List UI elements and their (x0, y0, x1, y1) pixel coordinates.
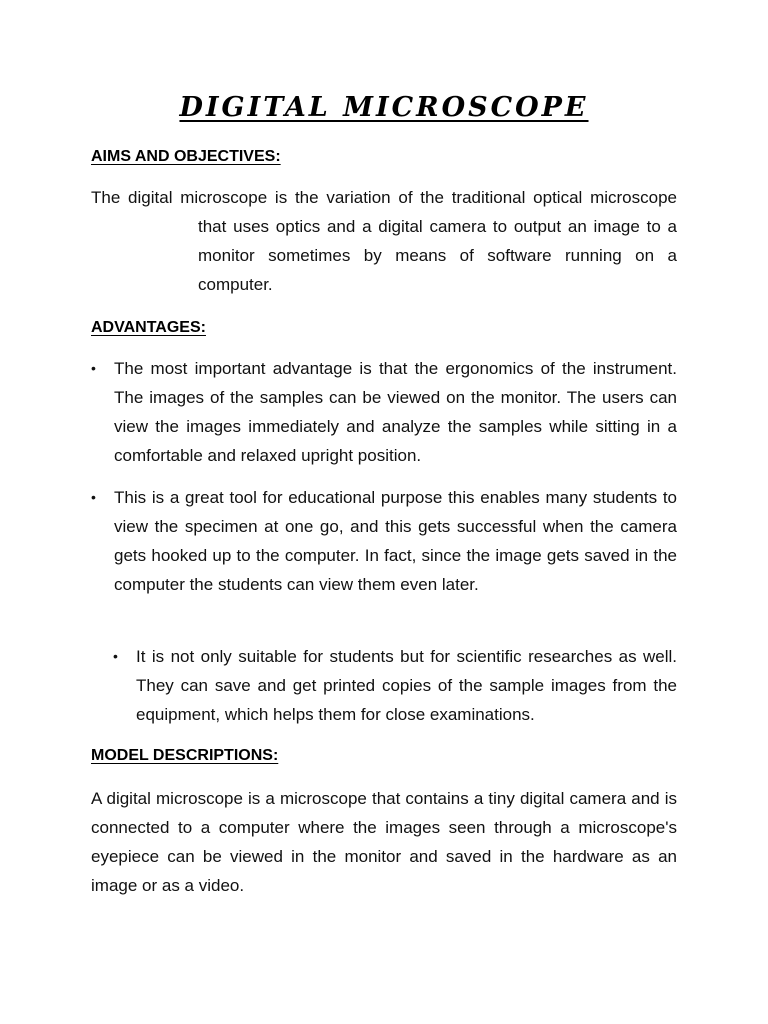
bullet-icon: • (91, 360, 96, 376)
aims-paragraph: The digital microscope is the variation of the traditional optical microscope that uses optics and a digital camera to output an image to a monitor sometimes by means of software running on a computer. (91, 188, 677, 294)
model-heading: MODEL DESCRIPTIONS: (91, 747, 279, 764)
aims-heading: AIMS AND OBJECTIVES: (91, 148, 281, 165)
bullet-icon: • (113, 648, 118, 664)
advantage-text: The most important advantage is that the ergonomics of the instrument. The images of the samples can be viewed on the monitor. The users can view the images immediately and analyze the samples while sitting in a comfortable and relaxed upright position. (114, 359, 677, 465)
advantage-sub-item (113, 642, 677, 729)
advantage-sub-text: It is not only suitable for students but for scientific researches as well. They can save and get printed copies of the sample images from the equipment, which helps them for close examinations. (136, 647, 677, 724)
bullet-icon: • (91, 489, 96, 505)
document-title: DIGITAL MICROSCOPE (179, 92, 589, 123)
advantage-item (91, 354, 677, 470)
advantage-item (91, 483, 677, 599)
advantage-text: This is a great tool for educational purpose this enables many students to view the specimen at one go, and this gets successful when the camera gets hooked up to the computer. In fact, since the image gets saved in the computer the students can view them even later. (114, 488, 677, 594)
model-paragraph: A digital microscope is a microscope that contains a tiny digital camera and is connected to a computer where the images seen through a microscope's eyepiece can be viewed in the monitor and saved in the hardware as an image or as a video. (91, 789, 677, 895)
advantages-heading: ADVANTAGES: (91, 319, 206, 336)
